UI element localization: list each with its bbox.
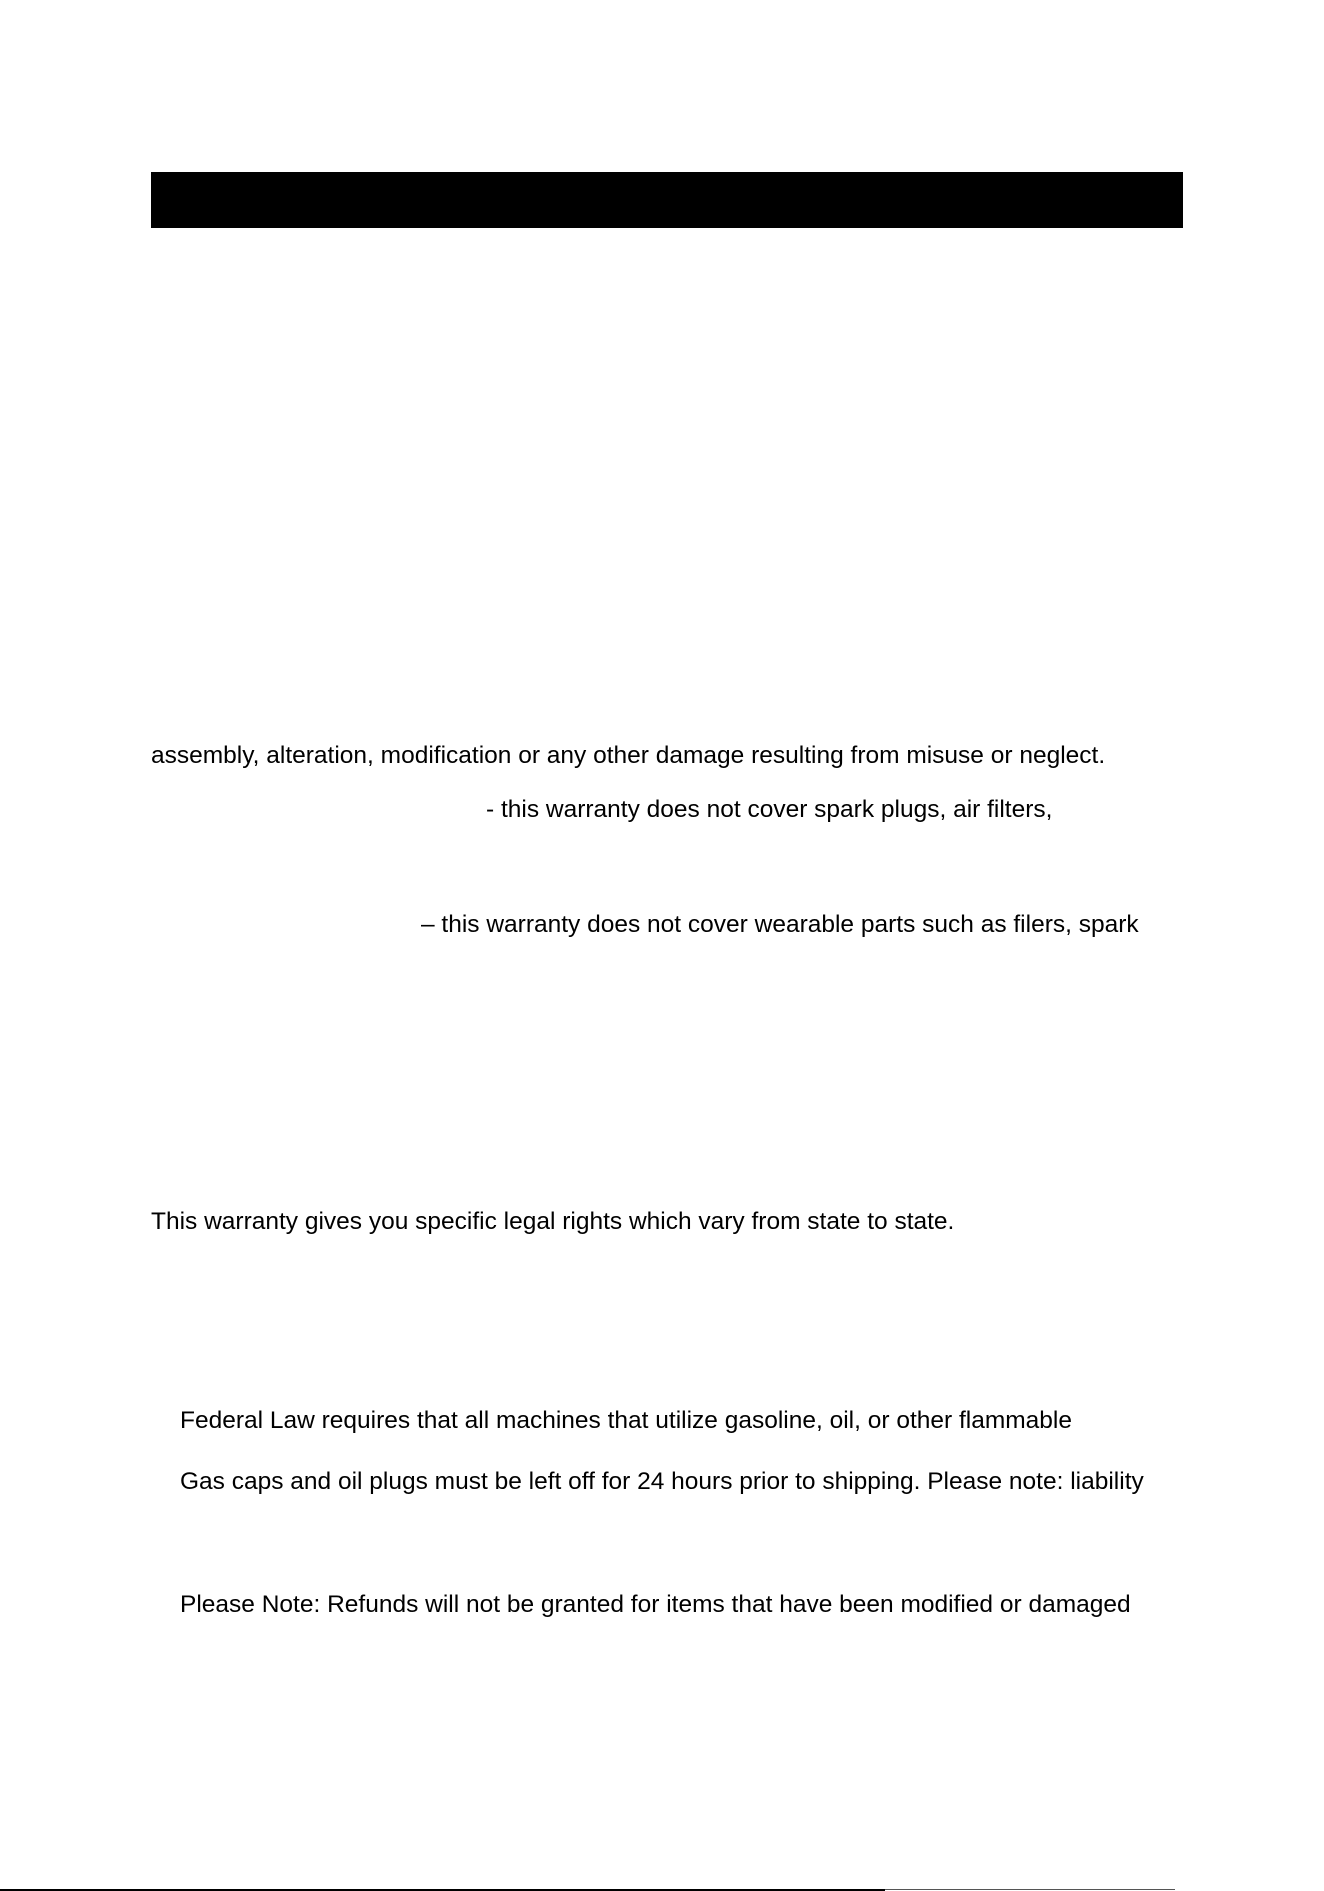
engine-parts-exclusion-text: - this warranty does not cover spark plugs, air filters, <box>486 796 1053 823</box>
federal-law-text: Federal Law requires that all machines that utilize gasoline, oil, or other flammable <box>180 1407 1072 1434</box>
refund-note-text: Please Note: Refunds will not be granted for items that have been modified or damaged <box>180 1591 1131 1618</box>
shipping-requirement-text: Gas caps and oil plugs must be left off for 24 hours prior to shipping. Please note: liability <box>180 1468 1144 1495</box>
wearable-parts-exclusion-text: – this warranty does not cover wearable parts such as filers, spark <box>421 911 1139 938</box>
bottom-rule-thin <box>885 1889 1175 1890</box>
section-header-bar <box>151 172 1183 228</box>
legal-rights-text: This warranty gives you specific legal rights which vary from state to state. <box>151 1208 955 1235</box>
warranty-exclusion-text: assembly, alteration, modification or any other damage resulting from misuse or neglect. <box>151 742 1106 769</box>
